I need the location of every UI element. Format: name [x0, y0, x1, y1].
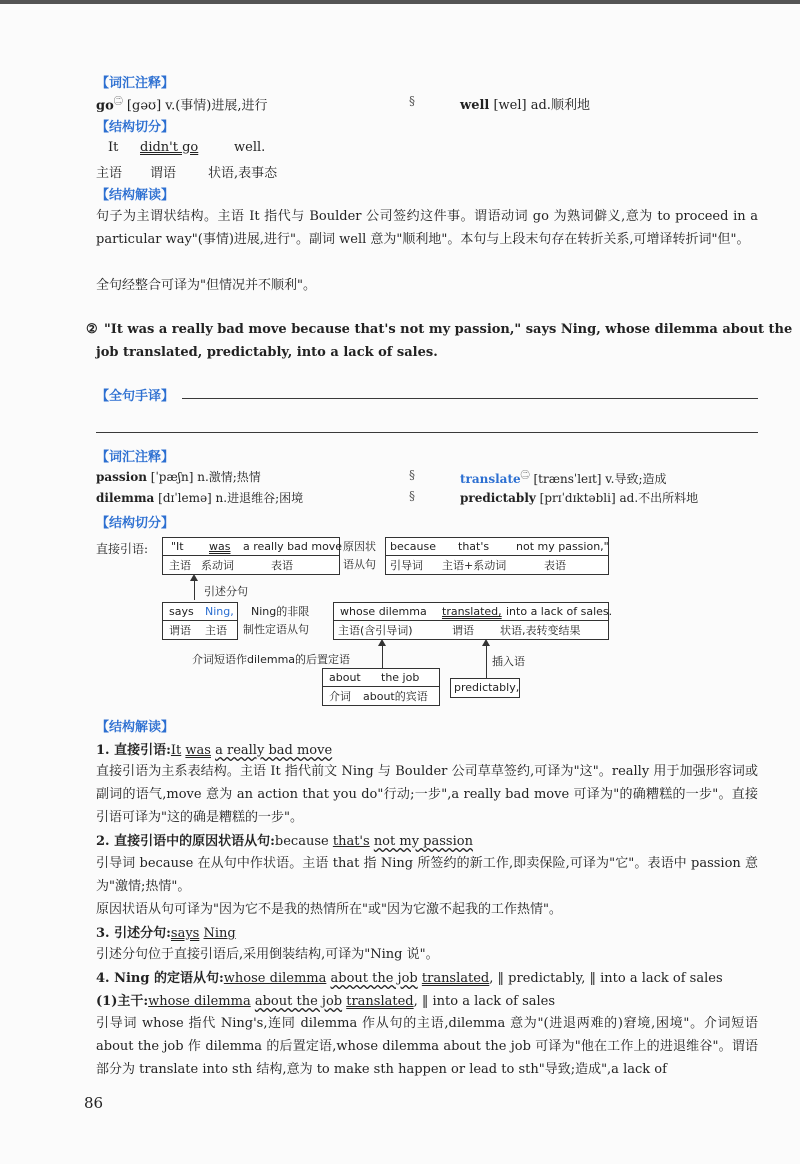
top-rule: [0, 0, 800, 4]
arrow-line: [382, 660, 383, 668]
about-box: [322, 668, 440, 706]
translate-mark: ㊁: [520, 471, 530, 481]
relative-clause-box: [333, 602, 613, 640]
go-word: go: [96, 98, 114, 114]
interp-heading-1: 【结构解读】: [96, 188, 175, 203]
arrow-up-icon: [190, 574, 198, 581]
point-5-para: 引导词 whose 指代 Ning's,连同 dilemma 作从句的主语,dilemma 意为"(进退两难的)窘境,困境"。介词短语 about the job 作 dilemma 的后置定语,whose dilemma about the job 可译为"他在工作上的进退维谷"。谓语部分为 translate into sth 结构,意为 to make sth happen or lead to sth"导致;造成",a lack of: [96, 1016, 758, 1077]
interp-heading-3: 【结构解读】: [96, 720, 175, 735]
dilemma-def: [dɪˈlemə] n.进退维谷;困境: [158, 491, 304, 505]
w-verb: 谓语: [452, 624, 474, 637]
w-into: into a lack of sales.: [506, 605, 613, 618]
vocab-dilemma: [96, 489, 303, 506]
r-thats: that's: [458, 540, 490, 553]
separator-icon: §: [409, 468, 415, 482]
vocab-predictably: [460, 489, 698, 506]
says-box: [162, 602, 238, 640]
translate-def: [trænsˈleɪt] v.导致;造成: [533, 472, 667, 486]
p5-rest: , ‖ into a lack of sales: [413, 994, 556, 1009]
role-adv: 状语,表事态: [208, 166, 278, 181]
go-mark: ㊁: [113, 97, 123, 107]
q-move: a really bad move: [243, 540, 343, 553]
point-2-para: 引导词 because 在从句中作状语。主语 that 指 Ning 所签约的新工作,即卖保险,可译为"它"。表语中 passion 意为"激情;热情"。: [96, 856, 758, 894]
point-2-prefix: 2. 直接引语中的原因状语从句:: [96, 834, 275, 849]
divider: [386, 555, 608, 556]
sentence-number: ②: [86, 322, 98, 337]
point-4-heading: [96, 967, 723, 986]
r-conj: 引导词: [390, 559, 423, 572]
reporting-label: 引述分句: [204, 585, 248, 598]
passion-def: [ˈpæʃn] n.激情;热情: [150, 470, 261, 484]
p1-move: a really bad move: [215, 743, 333, 758]
r-because: because: [390, 540, 437, 553]
divider: [163, 620, 237, 621]
insert-label: 插入语: [492, 655, 525, 668]
p4-translated: translated: [421, 971, 490, 986]
q-link: 系动词: [201, 559, 234, 572]
vocab-translate: [460, 468, 667, 487]
divider: [163, 555, 339, 556]
p2-thats: that's: [332, 834, 370, 849]
point-5-prefix: (1)主干:: [96, 994, 149, 1009]
write-line-2[interactable]: [96, 432, 758, 433]
separator-icon: §: [409, 94, 415, 108]
w-dilemma: whose dilemma: [340, 605, 427, 618]
w-translated: translated,: [442, 605, 502, 618]
predictably-def: [prɪˈdɪktəbli] ad.不出所料地: [539, 491, 699, 505]
point-1-prefix: 1. 直接引语:: [96, 743, 171, 758]
translate-heading: 【全句手译】: [96, 389, 175, 404]
p3-says: says: [170, 926, 200, 941]
q-pred: 表语: [271, 559, 293, 572]
divider: [323, 686, 439, 687]
w-subj: 主语(含引导词): [338, 624, 413, 637]
a-about: about: [329, 671, 361, 684]
q-was: was: [209, 540, 231, 553]
reason-label-1: 原因状: [343, 540, 376, 553]
role-subj: 主语: [96, 166, 123, 181]
vocab-heading-2: 【词汇注释】: [96, 450, 175, 465]
quote-box: [162, 537, 343, 575]
sentence-line-1: "It was a really bad move because that's not my passion," says Ning, whose dilemma about the: [104, 322, 793, 337]
a-prep: 介词: [329, 690, 351, 703]
s-subj: 主语: [205, 624, 227, 637]
q-it: "It: [171, 540, 184, 553]
split-it: It: [108, 140, 119, 155]
point-1-para: 直接引语为主系表结构。主语 It 指代前文 Ning 与 Boulder 公司草草签约,可译为"这"。really 用于加强形容词或副词的语气,move 意为 an action that you do"行动;一步",a really bad move 可译为"的确糟糕的一步"。直接引语可译为"这的确是糟糕的一步"。: [96, 764, 758, 825]
struct-heading-2: 【结构切分】: [96, 516, 175, 531]
predictably-box: [450, 678, 520, 698]
point-2-heading: [96, 830, 473, 849]
s-says: says: [169, 605, 194, 618]
predictably-word: predictably: [460, 491, 536, 505]
arrow-line: [194, 580, 195, 600]
r-subjlink: 主语+系动词: [442, 559, 507, 572]
p3-ning: Ning: [203, 926, 236, 941]
point-3-para: 引述分句位于直接引语后,采用倒装结构,可译为"Ning 说"。: [96, 947, 439, 962]
divider: [334, 620, 608, 621]
go-def: [gəʊ] v.(事情)进展,进行: [126, 98, 268, 114]
point-3-heading: [96, 922, 236, 941]
arrow-line: [382, 645, 383, 661]
vocab-well: [460, 94, 590, 113]
p4-whose: whose dilemma: [223, 971, 327, 986]
arrow-line: [486, 645, 487, 678]
page-number: 86: [84, 1094, 104, 1112]
r-passion: not my passion,": [516, 540, 609, 553]
p4-rest: , ‖ predictably, ‖ into a lack of sales: [489, 971, 723, 986]
point-3-prefix: 3. 引述分句:: [96, 926, 171, 941]
p5-about: about the job: [254, 994, 343, 1009]
sentence-line-2: job translated, predictably, into a lack of sales.: [96, 345, 438, 360]
reason-label-2: 语从句: [343, 558, 376, 571]
r-pred: 表语: [544, 559, 566, 572]
well-word: well: [460, 98, 490, 113]
p5-translated: translated: [346, 994, 414, 1009]
interp-para-2: 全句经整合可译为"但情况并不顺利"。: [96, 278, 316, 293]
interp-para-1: 句子为主谓状结构。主语 It 指代与 Boulder 公司签约这件事。谓语动词 go 为熟词僻义,意为 to proceed in a particular way"(事情)进展,进行"。副词 well 意为"顺利地"。本句与上段末句存在转折关系,可增译转折词"但"。: [96, 209, 758, 247]
a-job: the job: [381, 671, 420, 684]
vocab-heading-1: 【词汇注释】: [96, 76, 175, 91]
point-2-para-b: 原因状语从句可译为"因为它不是我的热情所在"或"因为它激不起我的工作热情"。: [96, 902, 562, 917]
write-line-1[interactable]: [182, 398, 758, 399]
vocab-go: [96, 94, 268, 113]
well-def: [wel] ad.顺利地: [493, 98, 590, 113]
prep-label: 介词短语作dilemma的后置定语: [192, 653, 351, 666]
dilemma-word: dilemma: [96, 491, 155, 505]
w-adv: 状语,表转变结果: [500, 624, 581, 637]
p1-it: It: [170, 743, 182, 758]
a-obj: about的宾语: [363, 690, 428, 703]
rel-label-1: Ning的非限: [251, 605, 310, 618]
point-4-prefix: 4. Ning 的定语从句:: [96, 971, 224, 986]
p4-about: about the job: [330, 971, 418, 986]
rel-label-2: 制性定语从句: [243, 623, 309, 636]
p5-whose: whose dilemma: [148, 994, 251, 1009]
point-1-heading: [96, 739, 332, 758]
role-verb: 谓语: [150, 166, 177, 181]
q-subj: 主语: [169, 559, 191, 572]
struct-heading-1: 【结构切分】: [96, 120, 175, 135]
p2-passion: not my passion: [373, 834, 473, 849]
vocab-passion: [96, 468, 261, 485]
direct-quote-label: 直接引语:: [96, 542, 149, 556]
p2-because: because: [274, 834, 329, 849]
p1-was: was: [185, 743, 211, 758]
s-verb: 谓语: [169, 624, 191, 637]
separator-icon: §: [409, 489, 415, 503]
split-verb: didn't go: [140, 140, 199, 155]
split-well: well.: [234, 140, 266, 155]
s-ning: Ning,: [205, 605, 234, 618]
reason-box: [385, 537, 609, 575]
predictably-text: predictably,: [454, 681, 520, 694]
passion-word: passion: [96, 470, 147, 484]
point-5-heading: [96, 990, 555, 1009]
translate-word: translate: [460, 472, 521, 486]
